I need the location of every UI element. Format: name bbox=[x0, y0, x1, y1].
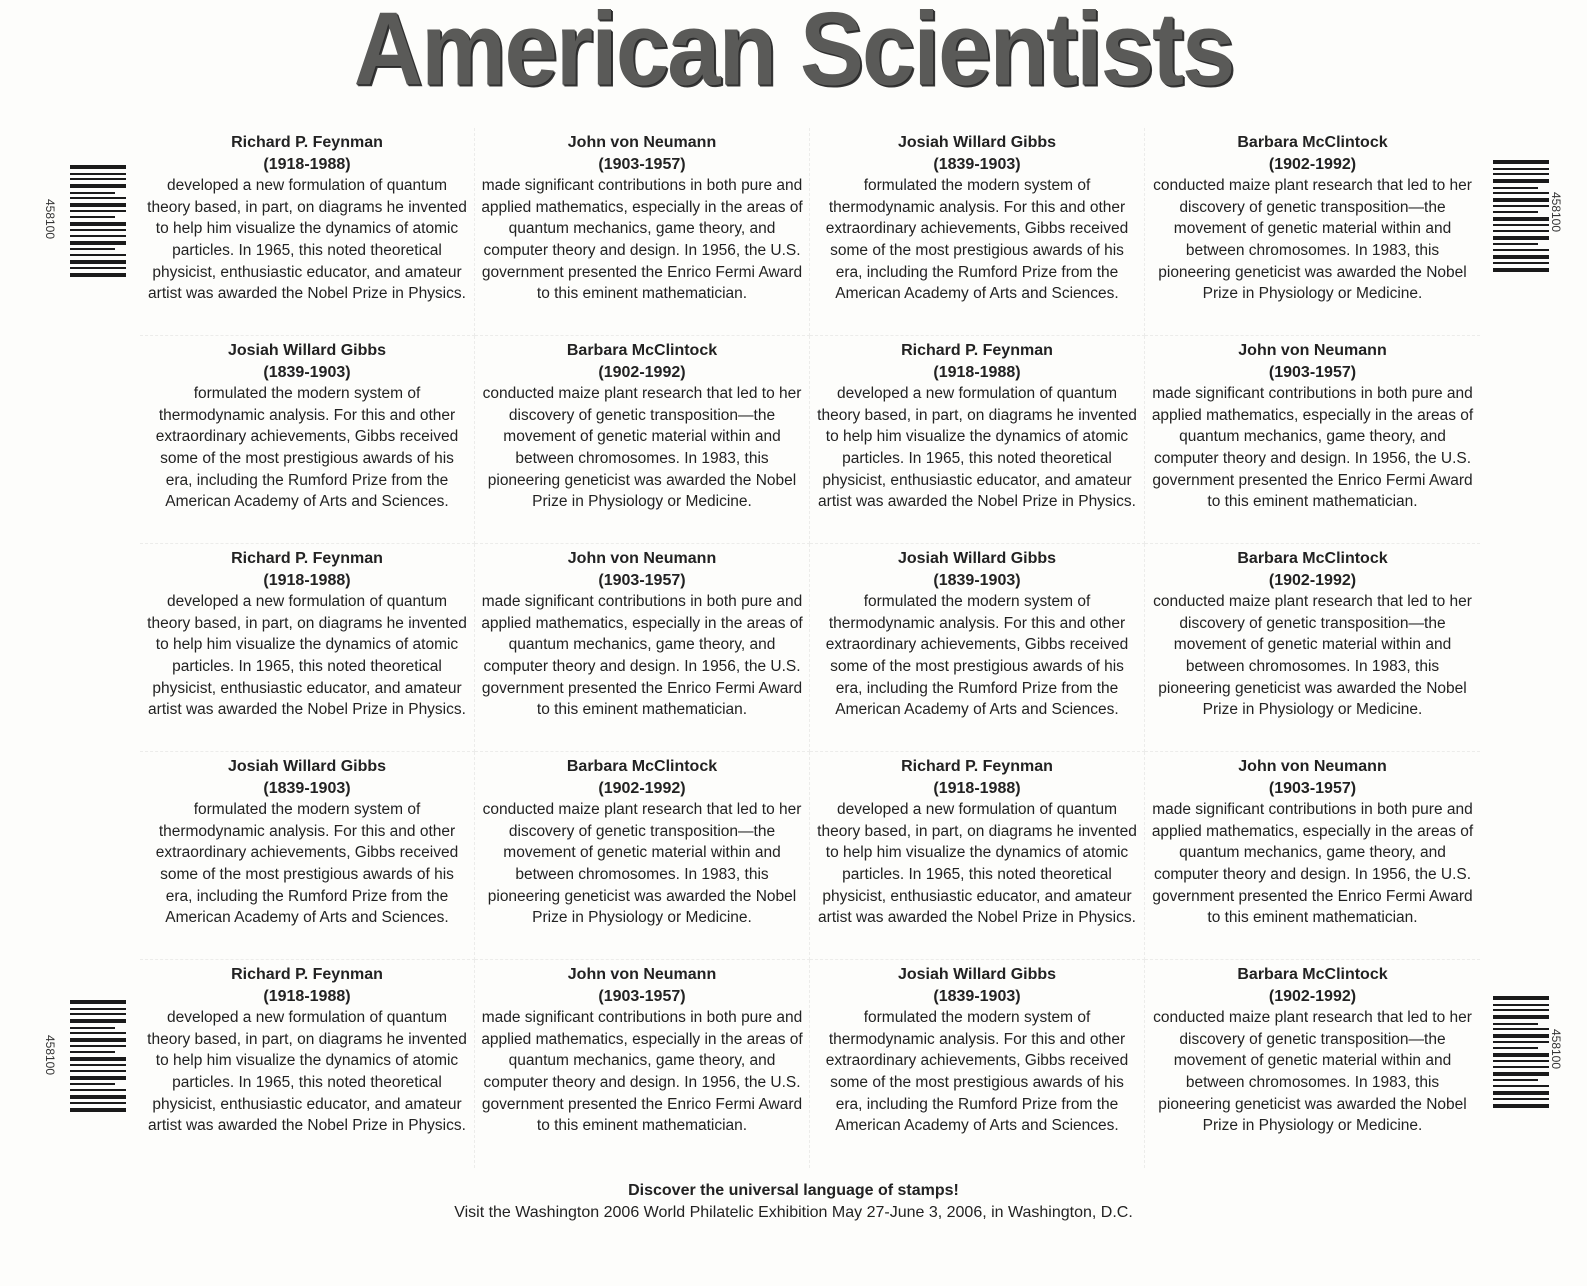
scientist-name: Richard P. Feynman bbox=[231, 966, 383, 983]
scientist-description: conducted maize plant research that led to her discovery of genetic transposition—the movement of genetic material within and between chromosomes. In 1983, this pioneering geneticist was awarded the Nobel Prize in Physiology or Medicine. bbox=[1153, 177, 1472, 303]
scientist-years: (1903-1957) bbox=[598, 155, 686, 173]
stamp-cell bbox=[810, 128, 1145, 336]
scientist-description: made significant contributions in both pure and applied mathematics, especially in the areas of quantum mechanics, game theory, and computer theory and design. In 1956, the U.S. government presented the Enrico Fermi Award to this eminent mathematician. bbox=[481, 1009, 803, 1135]
plate-number: 458100 bbox=[43, 198, 58, 240]
scientist-name: Barbara McClintock bbox=[1237, 134, 1388, 151]
stamp-grid bbox=[140, 128, 1480, 1168]
plate-number: 458100 bbox=[1549, 1028, 1564, 1070]
stamp-cell bbox=[140, 960, 475, 1168]
scientist-name: Josiah Willard Gibbs bbox=[227, 758, 387, 775]
stamp-cell bbox=[140, 128, 475, 336]
scientist-years: (1902-1992) bbox=[1268, 987, 1357, 1005]
stamp-cell bbox=[1145, 960, 1480, 1168]
scientist-years: (1839-1903) bbox=[933, 571, 1021, 589]
scientist-description: made significant contributions in both pure and applied mathematics, especially in the areas of quantum mechanics, game theory, and computer theory and design. In 1956, the U.S. government presented the Enrico Fermi Award to this eminent mathematician. bbox=[481, 177, 803, 303]
scientist-years: (1903-1957) bbox=[1268, 363, 1357, 381]
scientist-description: formulated the modern system of thermodynamic analysis. For this and other extraordinary achievements, Gibbs received some of the most prestigious awards of his era, including the Rumford Prize from the American Academy of Arts and Sciences. bbox=[155, 385, 459, 511]
scientist-years: (1903-1957) bbox=[598, 571, 686, 589]
stamp-cell bbox=[475, 752, 810, 960]
scientist-name: Josiah Willard Gibbs bbox=[897, 134, 1057, 151]
scientist-name: John von Neumann bbox=[567, 550, 717, 567]
scientist-years: (1918-1988) bbox=[263, 155, 351, 173]
footer bbox=[0, 1180, 1587, 1224]
scientist-description: conducted maize plant research that led to her discovery of genetic transposition—the movement of genetic material within and between chromosomes. In 1983, this pioneering geneticist was awarded the Nobel Prize in Physiology or Medicine. bbox=[482, 385, 802, 511]
scientist-description: developed a new formulation of quantum theory based, in part, on diagrams he invented to help him visualize the dynamics of atomic particles. In 1965, this noted theoretical physicist, enthusiastic educator, and amateur artist was awarded the Nobel Prize in Physics. bbox=[147, 593, 467, 719]
scientist-description: made significant contributions in both pure and applied mathematics, especially in the areas of quantum mechanics, game theory, and computer theory and design. In 1956, the U.S. government presented the Enrico Fermi Award to this eminent mathematician. bbox=[1151, 385, 1474, 511]
scientist-description: conducted maize plant research that led to her discovery of genetic transposition—the movement of genetic material within and between chromosomes. In 1983, this pioneering geneticist was awarded the Nobel Prize in Physiology or Medicine. bbox=[1153, 593, 1472, 719]
scientist-name: Richard P. Feynman bbox=[901, 758, 1053, 775]
plate-number: 458100 bbox=[43, 1034, 58, 1076]
scientist-years: (1839-1903) bbox=[933, 987, 1021, 1005]
scientist-name: Barbara McClintock bbox=[1237, 550, 1388, 567]
barcode-top-right bbox=[1493, 160, 1549, 272]
scientist-description: made significant contributions in both pure and applied mathematics, especially in the areas of quantum mechanics, game theory, and computer theory and design. In 1956, the U.S. government presented the Enrico Fermi Award to this eminent mathematician. bbox=[481, 593, 803, 719]
sheet-title: American Scientists bbox=[353, 0, 1234, 108]
stamp-cell bbox=[810, 544, 1145, 752]
stamp-cell bbox=[475, 336, 810, 544]
stamp-cell bbox=[1145, 336, 1480, 544]
scientist-years: (1903-1957) bbox=[1268, 779, 1357, 797]
scientist-description: formulated the modern system of thermodynamic analysis. For this and other extraordinary achievements, Gibbs received some of the most prestigious awards of his era, including the Rumford Prize from the American Academy of Arts and Sciences. bbox=[155, 801, 459, 927]
scientist-description: conducted maize plant research that led to her discovery of genetic transposition—the movement of genetic material within and between chromosomes. In 1983, this pioneering geneticist was awarded the Nobel Prize in Physiology or Medicine. bbox=[482, 801, 802, 927]
plate-number: 458100 bbox=[1549, 191, 1564, 233]
scientist-years: (1902-1992) bbox=[1268, 571, 1357, 589]
scientist-years: (1902-1992) bbox=[598, 779, 686, 797]
scientist-name: Richard P. Feynman bbox=[231, 134, 383, 151]
scientist-years: (1839-1903) bbox=[263, 363, 351, 381]
barcode-bottom-left bbox=[70, 1000, 126, 1112]
footer-text: Visit the Washington 2006 World Philatelic Exhibition May 27-June 3, 2006, in Washington, D.C. bbox=[454, 1204, 1133, 1221]
scientist-name: John von Neumann bbox=[567, 134, 717, 151]
stamp-cell bbox=[1145, 752, 1480, 960]
scientist-description: developed a new formulation of quantum theory based, in part, on diagrams he invented to help him visualize the dynamics of atomic particles. In 1965, this noted theoretical physicist, enthusiastic educator, and amateur artist was awarded the Nobel Prize in Physics. bbox=[147, 1009, 467, 1135]
scientist-years: (1903-1957) bbox=[598, 987, 686, 1005]
scientist-description: conducted maize plant research that led to her discovery of genetic transposition—the movement of genetic material within and between chromosomes. In 1983, this pioneering geneticist was awarded the Nobel Prize in Physiology or Medicine. bbox=[1153, 1009, 1472, 1135]
stamp-cell bbox=[1145, 544, 1480, 752]
stamp-cell bbox=[810, 336, 1145, 544]
scientist-description: developed a new formulation of quantum theory based, in part, on diagrams he invented to help him visualize the dynamics of atomic particles. In 1965, this noted theoretical physicist, enthusiastic educator, and amateur artist was awarded the Nobel Prize in Physics. bbox=[147, 177, 467, 303]
stamp-cell bbox=[140, 544, 475, 752]
scientist-name: Richard P. Feynman bbox=[231, 550, 383, 567]
stamp-cell bbox=[475, 960, 810, 1168]
scientist-name: John von Neumann bbox=[1238, 758, 1387, 775]
scientist-description: developed a new formulation of quantum theory based, in part, on diagrams he invented to help him visualize the dynamics of atomic particles. In 1965, this noted theoretical physicist, enthusiastic educator, and amateur artist was awarded the Nobel Prize in Physics. bbox=[817, 801, 1137, 927]
stamp-cell bbox=[810, 752, 1145, 960]
scientist-name: John von Neumann bbox=[1238, 342, 1387, 359]
scientist-years: (1918-1988) bbox=[933, 363, 1021, 381]
scientist-years: (1918-1988) bbox=[263, 571, 351, 589]
scientist-name: John von Neumann bbox=[567, 966, 717, 983]
barcode-bottom-right bbox=[1493, 996, 1549, 1108]
stamp-cell bbox=[475, 544, 810, 752]
scientist-name: Barbara McClintock bbox=[566, 758, 718, 775]
scientist-description: formulated the modern system of thermodynamic analysis. For this and other extraordinary achievements, Gibbs received some of the most prestigious awards of his era, including the Rumford Prize from the American Academy of Arts and Sciences. bbox=[825, 177, 1129, 303]
scientist-description: developed a new formulation of quantum theory based, in part, on diagrams he invented to help him visualize the dynamics of atomic particles. In 1965, this noted theoretical physicist, enthusiastic educator, and amateur artist was awarded the Nobel Prize in Physics. bbox=[817, 385, 1137, 511]
scientist-years: (1839-1903) bbox=[933, 155, 1021, 173]
scientist-description: formulated the modern system of thermodynamic analysis. For this and other extraordinary achievements, Gibbs received some of the most prestigious awards of his era, including the Rumford Prize from the American Academy of Arts and Sciences. bbox=[825, 1009, 1129, 1135]
scientist-description: made significant contributions in both pure and applied mathematics, especially in the areas of quantum mechanics, game theory, and computer theory and design. In 1956, the U.S. government presented the Enrico Fermi Award to this eminent mathematician. bbox=[1151, 801, 1474, 927]
scientist-years: (1839-1903) bbox=[263, 779, 351, 797]
stamp-cell bbox=[475, 128, 810, 336]
scientist-name: Barbara McClintock bbox=[1237, 966, 1388, 983]
stamp-cell bbox=[810, 960, 1145, 1168]
scientist-years: (1918-1988) bbox=[933, 779, 1021, 797]
scientist-description: formulated the modern system of thermodynamic analysis. For this and other extraordinary achievements, Gibbs received some of the most prestigious awards of his era, including the Rumford Prize from the American Academy of Arts and Sciences. bbox=[825, 593, 1129, 719]
scientist-name: Josiah Willard Gibbs bbox=[897, 550, 1057, 567]
scientist-name: Josiah Willard Gibbs bbox=[897, 966, 1057, 983]
scientist-years: (1902-1992) bbox=[1268, 155, 1357, 173]
footer-headline: Discover the universal language of stamps! bbox=[628, 1182, 959, 1199]
stamp-cell bbox=[140, 752, 475, 960]
stamp-cell bbox=[140, 336, 475, 544]
scientist-years: (1902-1992) bbox=[598, 363, 686, 381]
barcode-top-left bbox=[70, 165, 126, 277]
stamp-cell bbox=[1145, 128, 1480, 336]
scientist-name: Richard P. Feynman bbox=[901, 342, 1053, 359]
scientist-years: (1918-1988) bbox=[263, 987, 351, 1005]
scientist-name: Barbara McClintock bbox=[566, 342, 718, 359]
scientist-name: Josiah Willard Gibbs bbox=[227, 342, 387, 359]
